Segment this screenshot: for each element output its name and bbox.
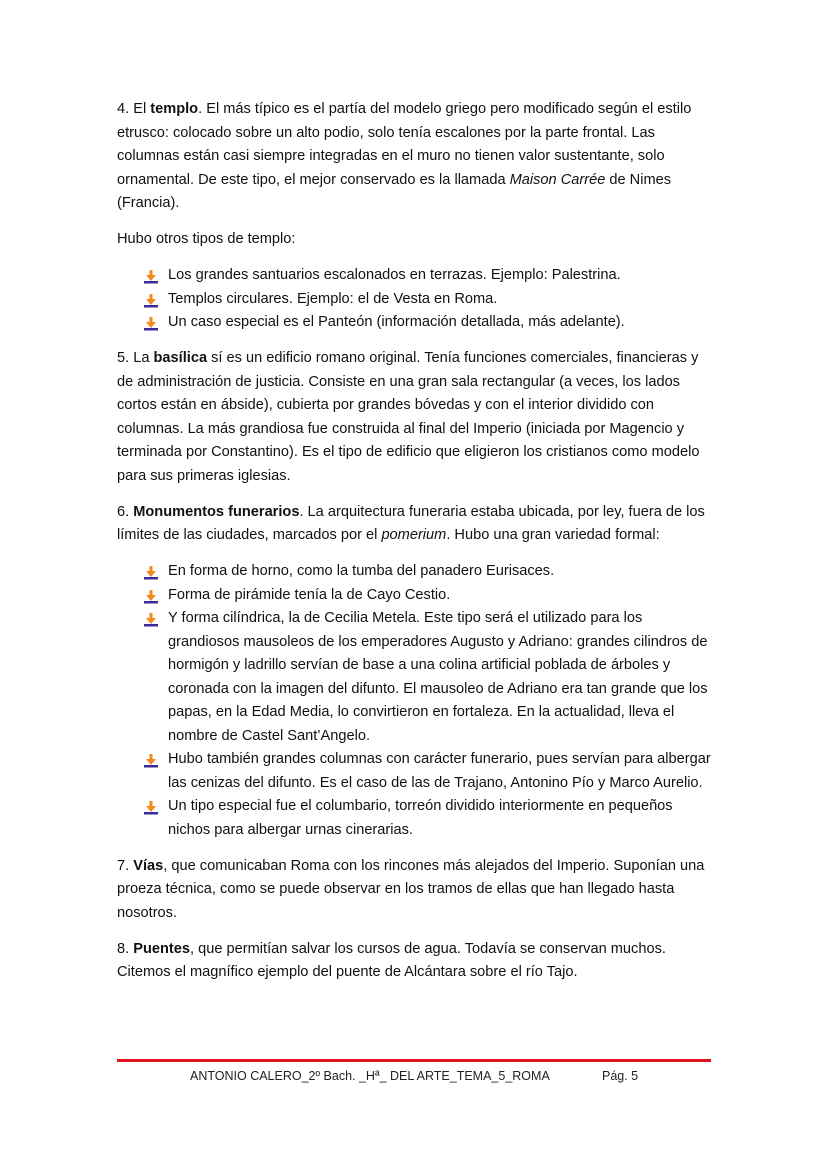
paragraph [117, 501, 717, 548]
list-item [117, 795, 717, 842]
list-item [117, 607, 717, 748]
arrow-down-bullet-icon [144, 565, 158, 579]
bold-term: Vías [133, 857, 164, 874]
arrow-down-bullet-icon [144, 753, 158, 767]
list-item-text: Hubo también grandes columnas con carácter funerario, pues servían para albergar las cenizas del difunto. Es el caso de las de Trajano, Antonino Pío y Marco Aurelio. [168, 751, 711, 791]
italic-term: pomerium [381, 527, 447, 543]
bullet-list [117, 264, 717, 335]
text-span: 7. [117, 857, 134, 874]
arrow-down-bullet-icon [144, 269, 158, 283]
text-span: sí es un edificio romano original. Tenía funciones comerciales, financieras y de administración de justicia. Consiste en una gran sala rectangular (a veces, los lados cortos están en ábside), cubierta por grandes bóvedas y con el interior dividido con columnas. La más grandiosa fue construida al final del Imperio (iniciada por Magencio y terminada por Constantino). Es el tipo de edificio que eligieron los cristianos como modelo para sus primeras iglesias. [117, 350, 700, 484]
arrow-down-bullet-icon [144, 316, 158, 330]
arrow-down-bullet-icon [144, 800, 158, 814]
paragraph [117, 228, 717, 252]
arrow-down-bullet-icon [144, 612, 158, 626]
italic-term: Maison Carrée [509, 171, 606, 188]
list-item-text: Y forma cilíndrica, la de Cecilia Metela. Este tipo será el utilizado para los grandiosos mausoleos de los emperadores Augusto y Adriano: grandes cilindros de hormigón y ladrillo servían de base a una colina artificial poblada de árboles y coronada con la imagen del difunto. El mausoleo de Adriano era tan grande que los papas, en la Edad Media, lo convirtieron en fortaleza. En la actualidad, lleva el nombre de Castel Sant’Angelo. [168, 610, 708, 744]
bold-term: templo [150, 101, 199, 117]
paragraph [117, 347, 717, 488]
list-item-text: Forma de pirámide tenía la de Cayo Cestio. [168, 586, 451, 603]
text-span: 5. La [117, 350, 154, 366]
bold-term: Puentes [133, 940, 191, 957]
arrow-down-bullet-icon [144, 589, 158, 603]
text-span: de Nimes (Francia). [117, 171, 672, 211]
list-item-text: Un caso especial es el Panteón (información detallada, más adelante). [168, 314, 625, 330]
text-span: 4. El [117, 101, 151, 117]
text-span: Hubo otros tipos de templo: [117, 231, 296, 247]
list-item-text: Templos circulares. Ejemplo: el de Vesta en Roma. [168, 290, 498, 307]
list-item-text: En forma de horno, como la tumba del panadero Eurisaces. [168, 563, 555, 579]
text-span: , que comunicaban Roma con los rincones más alejados del Imperio. Suponían una proeza técnica, como se puede observar en los tramos de ellas que han llegado hasta nosotros. [117, 857, 705, 921]
text-span: 8. [117, 940, 134, 957]
text-span: 6. [117, 503, 134, 520]
document-body [117, 98, 717, 997]
paragraph [117, 938, 717, 985]
paragraph [117, 855, 717, 926]
text-span: , que permitían salvar los cursos de agua. Todavía se conservan muchos. Citemos el magnífico ejemplo del puente de Alcántara sobre el río Tajo. [117, 940, 666, 980]
page-number: Pág. 5 [602, 1069, 639, 1083]
text-span: . El más típico es el partía del modelo griego pero modificado según el estilo etrusco: colocado sobre un alto podio, solo tenía escalones por la parte frontal. Las columnas están casi siempre integradas en el muro no tienen valor sustentante, solo ornamental. De este tipo, el mejor conservado es la llamada [117, 101, 692, 188]
list-item-text: Un tipo especial fue el columbario, torreón dividido interiormente en pequeños nichos para albergar urnas cinerarias. [168, 798, 673, 838]
arrow-down-bullet-icon [144, 293, 158, 307]
footer-divider [117, 1059, 711, 1062]
paragraph [117, 98, 717, 216]
bullet-list [117, 560, 717, 842]
list-item [117, 311, 717, 335]
footer-text: ANTONIO CALERO_2º Bach. _Hª_ DEL ARTE_TEMA_5_ROMA [190, 1069, 550, 1083]
list-item [117, 264, 717, 288]
list-item [117, 748, 717, 795]
list-item [117, 584, 717, 608]
bold-term: Monumentos funerarios [133, 503, 300, 520]
list-item-text: Los grandes santuarios escalonados en terrazas. Ejemplo: Palestrina. [168, 267, 621, 283]
bold-term: basílica [153, 350, 208, 366]
list-item [117, 288, 717, 312]
text-span: . Hubo una gran variedad formal: [446, 527, 660, 543]
text-span: . La arquitectura funeraria estaba ubicada, por ley, fuera de los límites de las ciudades, marcados por el [117, 503, 705, 543]
list-item [117, 560, 717, 584]
